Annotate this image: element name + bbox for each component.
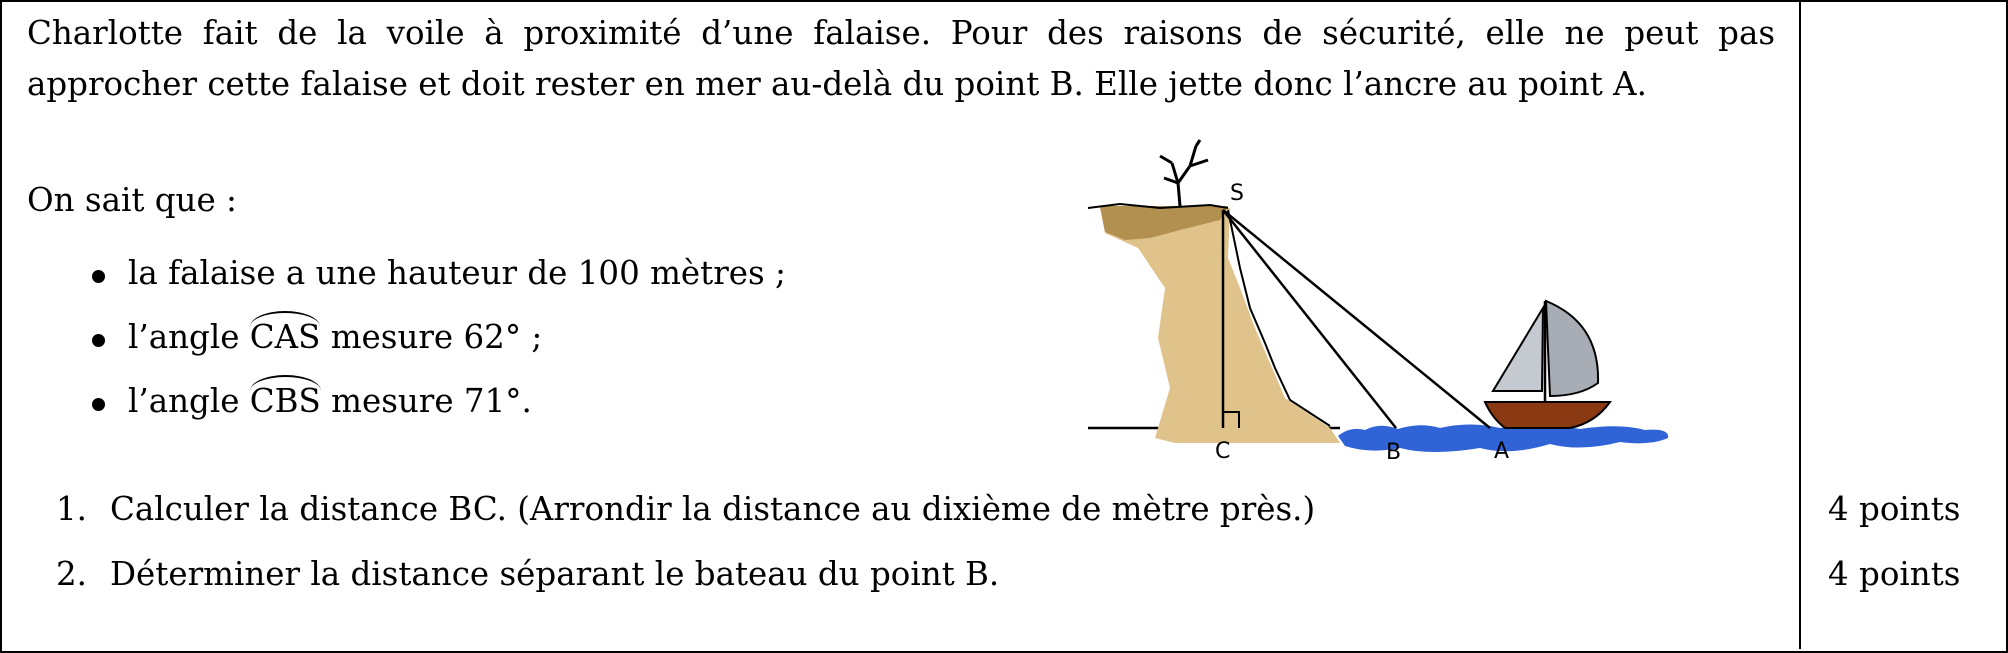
bullet-angle-cbs-post: mesure 71°. (320, 382, 532, 420)
label-a: A (1494, 439, 1510, 464)
label-b: B (1386, 440, 1402, 465)
angle-cas-notation: CAS (249, 318, 321, 356)
bullet-angle-cbs (128, 382, 532, 420)
intro-paragraph: Charlotte fait de la voile à proximité d’une falaise. Pour des raisons de sécurité, elle ne peut pas approcher cette falaise et doit rester en mer au-delà du point B. Elle jette donc l’ancre au point A. (27, 14, 1775, 103)
question-2-text: Déterminer la distance séparant le bateau du point B. (110, 555, 1000, 593)
question-1-points: 4 points (1828, 490, 1961, 528)
question-2-number: 2. (56, 555, 88, 593)
cliff-figure (1080, 138, 1680, 468)
bullet-height: la falaise a une hauteur de 100 mètres ; (128, 254, 786, 292)
points-column-divider (1799, 0, 1801, 649)
bullet-angle-cbs-pre: l’angle (128, 382, 250, 420)
bullet-marker (92, 398, 105, 411)
boat-hull (1485, 402, 1610, 428)
bullet-marker (92, 270, 105, 283)
question-2-points: 4 points (1828, 555, 1961, 593)
question-1-text: Calculer la distance BC. (Arrondir la distance au dixième de mètre près.) (110, 490, 1316, 528)
bullet-angle-cas (128, 318, 542, 356)
boat-sail-back (1546, 301, 1598, 396)
boat-sail-front (1493, 308, 1543, 391)
tree-icon (1160, 140, 1208, 206)
label-c: C (1215, 439, 1231, 464)
angle-cbs-notation: CBS (249, 382, 321, 420)
bullet-angle-cas-post: mesure 62° ; (320, 318, 543, 356)
label-s: S (1230, 181, 1244, 206)
bullet-angle-cas-pre: l’angle (128, 318, 250, 356)
given-lead: On sait que : (27, 181, 237, 219)
bullet-marker (92, 334, 105, 347)
cliff-shape (1100, 208, 1340, 443)
question-1-number: 1. (56, 490, 88, 528)
